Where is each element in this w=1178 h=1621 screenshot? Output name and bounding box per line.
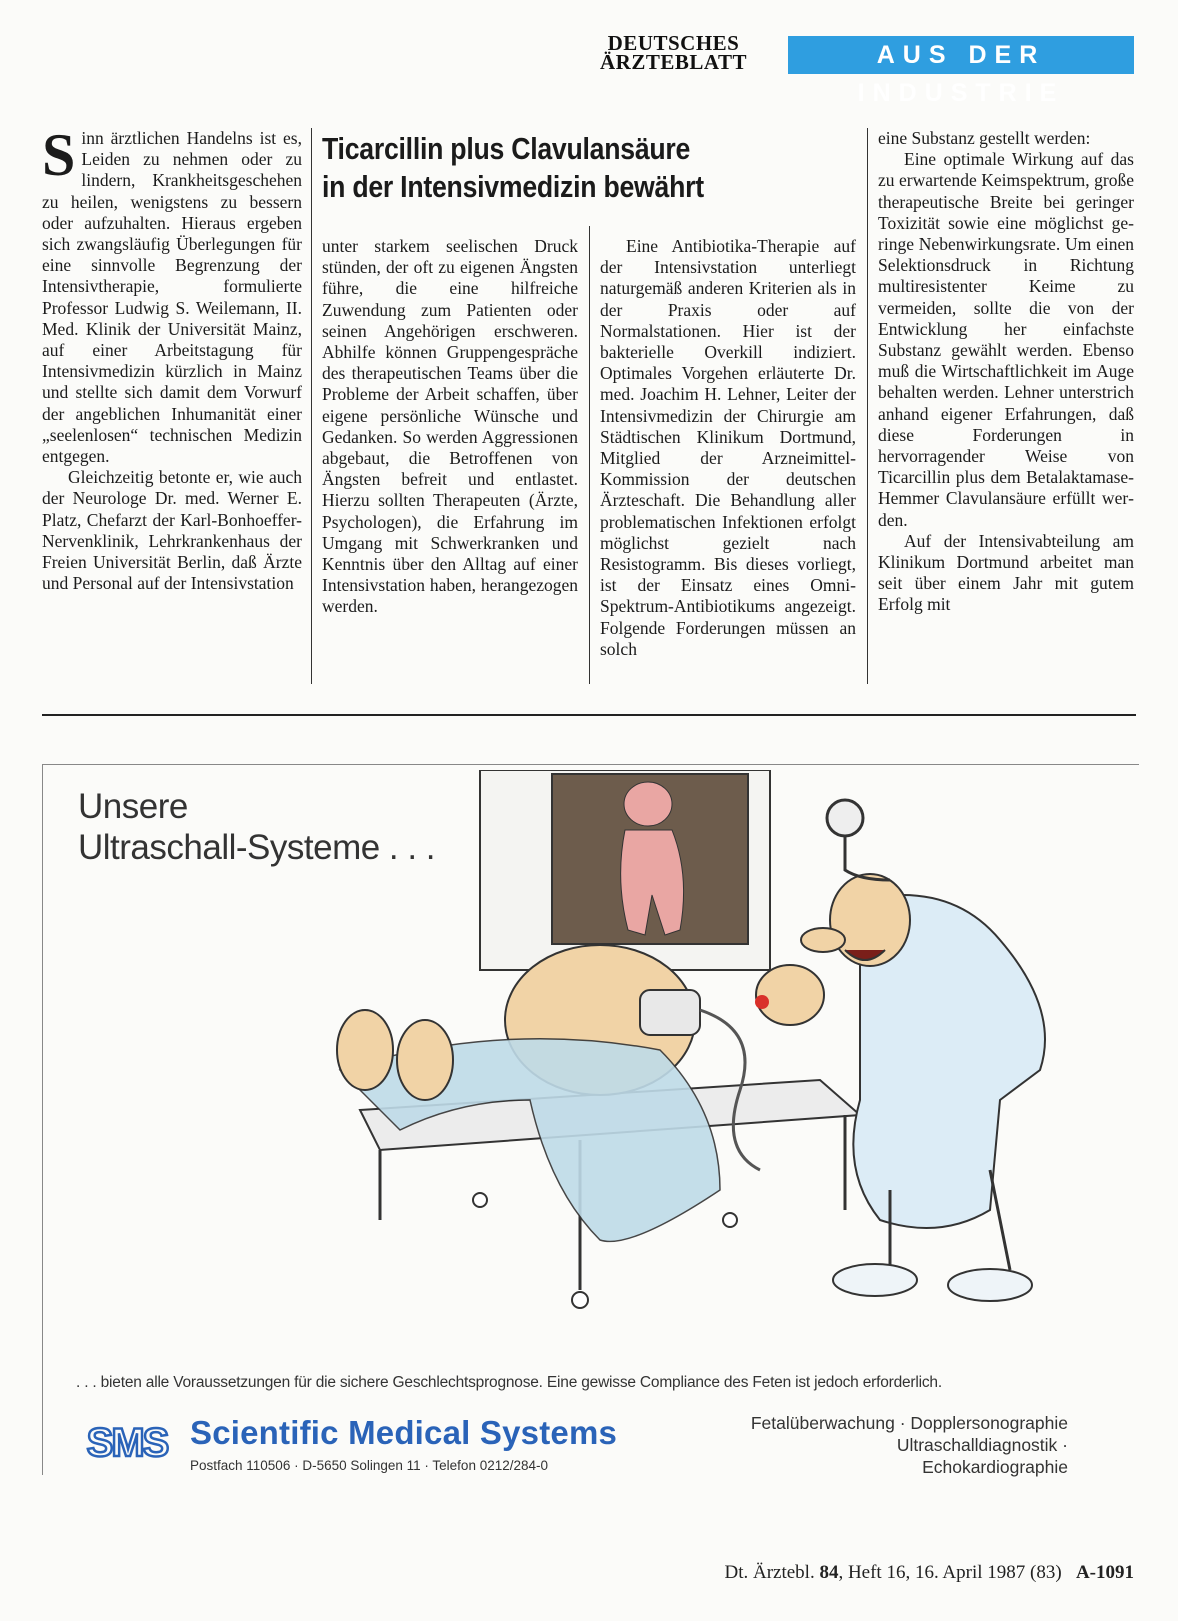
company-name: Scientific Medical Systems (190, 1414, 618, 1451)
ultrasound-transducer (640, 990, 700, 1035)
patient-foot (337, 1010, 393, 1090)
bed-wheel (473, 1193, 487, 1207)
footer-volume: 84 (819, 1562, 839, 1583)
article-column-1 (42, 122, 302, 708)
sms-logo-icon (78, 1418, 176, 1464)
section-divider (42, 714, 1136, 716)
ad-headline-line-2: Ultraschall-Systeme . . . (78, 828, 436, 867)
headline-line-1: Ticarcillin plus Clavulansäure (322, 131, 691, 166)
article-column-2 (322, 236, 578, 706)
product-services (748, 1412, 1068, 1478)
page-footer (724, 1562, 1134, 1584)
sms-logo-text: SMS (86, 1421, 168, 1464)
bed-wheel (723, 1213, 737, 1227)
services-line-2: Ultraschalldiagnostik · Echokardiographie (896, 1435, 1068, 1477)
doctor-nose (801, 928, 845, 952)
doctor-shoe (948, 1269, 1032, 1301)
headline-line-2: in der Intensivmedizin bewährt (322, 169, 704, 204)
ad-headline-line-1: Unsere (78, 787, 188, 826)
patient-mouth (755, 995, 769, 1009)
cartoon-ultrasound-illustration (300, 770, 1130, 1325)
footer-issue: , Heft 16, 16. April 1987 (83) (838, 1562, 1062, 1583)
patient-foot (397, 1020, 453, 1100)
services-line-1: Fetalüberwachung · Dopplersonographie (750, 1413, 1068, 1433)
column-divider (589, 226, 590, 684)
bed-wheel (572, 1292, 588, 1308)
page-number: A-1091 (1075, 1562, 1134, 1583)
article-column-4 (878, 128, 1134, 708)
article-headline (322, 130, 786, 206)
masthead-line-2: ÄRZTEBLATT (600, 50, 747, 74)
column-divider (867, 128, 868, 684)
paragraph: Gleichzeitig betonte er, wie auch der Neurologe Dr. med. Werner E. Platz, Chefarzt der Karl-Bonhoeffer-Nervenklinik, Lehrkrankenhaus der Freien Universität Berlin, daß Ärzte und Personal auf der Intensivstation (42, 467, 302, 594)
head-mirror (827, 800, 863, 836)
paragraph: eine Substanz gestellt werden: (878, 128, 1091, 148)
column-divider (311, 128, 312, 684)
section-badge: AUS DER INDUSTRIE (788, 36, 1134, 74)
company-address: Postfach 110506 · D-5650 Solingen 11 · Telefon 0212/284-0 (190, 1458, 549, 1473)
footer-journal: Dt. Ärztebl. (724, 1562, 815, 1583)
patient-head (756, 965, 824, 1025)
paragraph: Auf der Intensivabteilung am Klinikum Dortmund arbeitet man seit über einem Jahr mit gutem Erfolg mit (878, 530, 1134, 615)
drop-cap: S (42, 122, 76, 188)
doctor-shoe (833, 1264, 917, 1296)
paragraph: Eine Antibiotika-Therapie auf der Intensivstation unterliegt naturgemäß anderen Kriterien als in der Praxis oder auf Normalstationen. Hier ist der bakterielle Overkill indiziert. Optimales Vorgehen erläuterte Dr. med. Joachim H. Lehner, Leiter der Intensivmedizin der Chirurgie am Städtischen Klinikum Dortmund, Mitglied der Arzneimittel-Kommission der deutschen Ärzteschaft. Die Behandlung aller problematischen Infektionen erfolgt möglichst gezielt nach Resistogramm. Bis dieses vorliegt, ist der Einsatz eines Omni-Spektrum-Antibiotikums angezeigt. Folgende Forderungen müssen an solch (600, 236, 856, 659)
baby-head (624, 782, 672, 826)
article-column-3 (600, 236, 856, 706)
masthead-line-1: DEUTSCHES (607, 31, 740, 55)
paragraph: inn ärztlichen Handelns ist es, Leiden zu nehmen oder zu lindern, Krankheitsgeschehen zu heilen, wenigstens zu bessern oder aufzuhalten. Hieraus ergeben sich zwangsläufig Überlegungen für eine sinnvolle Begrenzung der Intensivtherapie, formulierte Professor Ludwig S. Weilemann, II. Med. Klinik der Universität Mainz, auf einer Arbeitstagung für Intensivmedizin kürzlich in Mainz und stellte sich damit dem Vorwurf der angeblichen Inhumanität einer „seelenlosen“ technischen Medizin entgegen. (42, 128, 302, 467)
journal-masthead (600, 31, 747, 74)
paragraph: Eine optimale Wirkung auf das zu erwartende Keimspektrum, große therapeutische Breite bei geringer Toxizität sowie eine möglichst geringe Nebenwirkungsrate. Um einen Selektionsdruck in Richtung multiresistenter Keime zu vermeiden, sollte die von der Entwicklung her einfachste Substanz gewählt werden. Ebenso muß die Wirtschaftlichkeit im Auge behalten werden. Lehner unterstrich anhand eigener Erfahrungen, daß diese Forderungen in hervorragender Weise von Ticarcillin plus dem Betalaktamase-Hemmer Clavulansäure erfüllt werden. (878, 149, 1134, 530)
ad-caption: . . . bieten alle Voraussetzungen für die sichere Geschlechtsprognose. Eine gewisse Compliance des Feten ist jedoch erforderlich. (76, 1374, 942, 1391)
paragraph: unter starkem seelischen Druck stünden, der oft zu eigenen Ängsten führe, die eine hilfreiche Zuwendung zum Patienten oder seinen Angehörigen erschweren. Abhilfe können Gruppengespräche des therapeutischen Teams über die Probleme der Arbeit schaffen, über eigene persönliche Wünsche und Gedanken. So werden Aggressionen abgebaut, die Betroffenen von Ängsten befreit und entlastet. Hierzu sollten Therapeuten (Ärzte, Psychologen), die Erfahrung im Umgang mit Schwerkranken und Kenntnis über den Alltag auf einer Intensivstation haben, herangezogen werden. (322, 236, 578, 617)
